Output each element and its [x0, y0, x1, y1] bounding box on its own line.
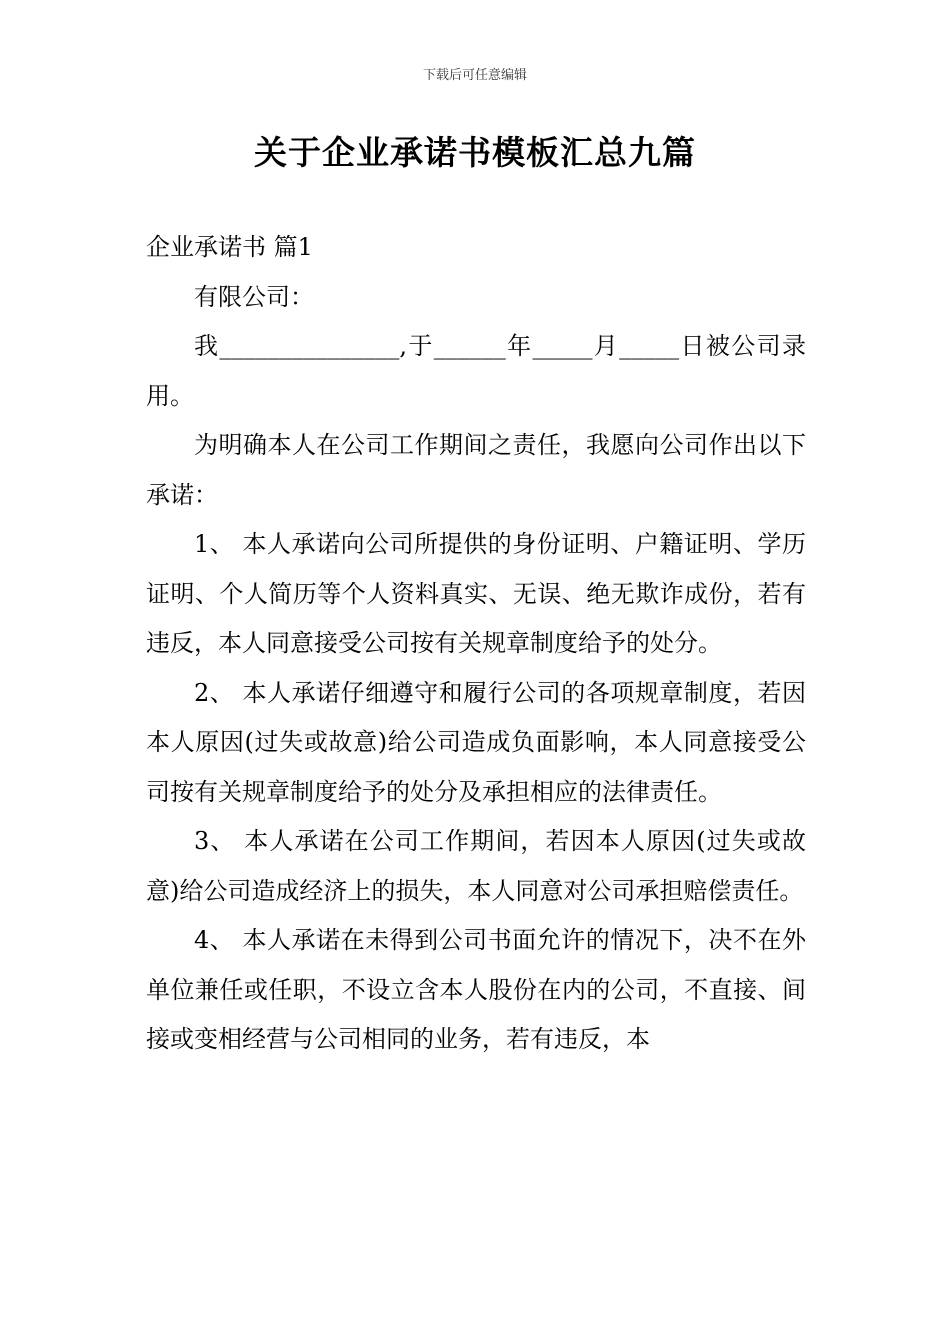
commitment-item-4: 4、 本人承诺在未得到公司书面允许的情况下，决不在外单位兼任或任职，不设立含本人股份在内的公司，不直接、间接或变相经营与公司相同的业务，若有违反，本 [146, 926, 806, 1053]
addressee-line: 有限公司： [194, 282, 314, 311]
commitment-item-2: 2、 本人承诺仔细遵守和履行公司的各项规章制度，若因本人原因(过失或故意)给公司造成负面影响，本人同意接受公司按有关规章制度给予的处分及承担相应的法律责任。 [146, 678, 806, 806]
commitment-item-1: 1、 本人承诺向公司所提供的身份证明、户籍证明、学历证明、个人简历等个人资料真实、无误、绝无欺诈成份，若有违反，本人同意接受公司按有关规章制度给予的处分。 [146, 530, 806, 657]
purpose-paragraph: 为明确本人在公司工作期间之责任，我愿向公司作出以下承诺： [146, 431, 806, 509]
document-body [146, 223, 806, 1065]
document-title: 关于企业承诺书模板汇总九篇 [254, 133, 696, 172]
header-note: 下载后可任意编辑 [422, 68, 527, 83]
commitment-item-3: 3、 本人承诺在公司工作期间，若因本人原因(过失或故意)给公司造成经济上的损失，本人同意对公司承担赔偿责任。 [146, 827, 806, 905]
intro-line: 我_______________,于______年_____月_____日被公司录用。 [146, 332, 806, 410]
section-heading: 企业承诺书 篇1 [146, 233, 313, 261]
